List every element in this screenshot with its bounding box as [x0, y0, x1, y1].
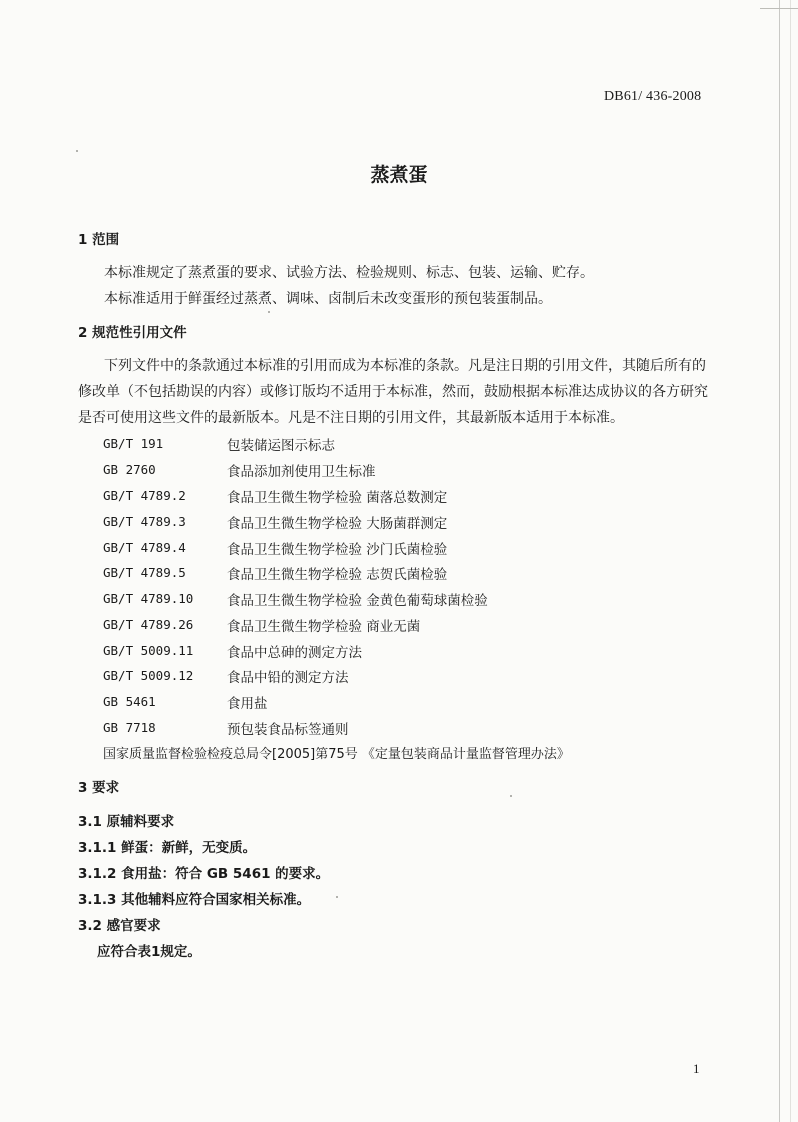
reference-code: GB/T 4789.2	[103, 488, 186, 503]
section-3-heading: 3 要求	[78, 780, 120, 796]
section-1-heading: 1 范围	[78, 232, 120, 248]
section-3-1-1: 3.1.1 鲜蛋：新鲜，无变质。	[78, 840, 257, 856]
scan-speck	[268, 311, 270, 313]
reference-title: 食品卫生微生物学检验 沙门氏菌检验	[227, 542, 448, 558]
reference-code: GB/T 5009.11	[103, 643, 194, 658]
section-3-1-3: 3.1.3 其他辅料应符合国家相关标准。	[78, 892, 311, 908]
reference-code: GB 5461	[103, 694, 156, 709]
reference-code: GB/T 191	[103, 436, 164, 451]
section-3-2-heading: 3.2 感官要求	[78, 918, 161, 934]
page-number: 1	[693, 1061, 700, 1076]
regulation-reference: 国家质量监督检验检疫总局令[2005]第75号 《定量包装商品计量监督管理办法》	[103, 747, 570, 762]
section-1-paragraph-2: 本标准适用于鲜蛋经过蒸煮、调味、卤制后未改变蛋形的预包装蛋制品。	[104, 291, 552, 307]
section-1-paragraph-1: 本标准规定了蒸煮蛋的要求、试验方法、检验规则、标志、包装、运输、贮存。	[104, 265, 594, 281]
scan-speck	[510, 795, 512, 797]
scan-speck	[76, 150, 78, 152]
section-2-intro-line-1: 下列文件中的条款通过本标准的引用而成为本标准的条款。凡是注日期的引用文件，其随后所有的	[104, 358, 706, 374]
reference-code: GB/T 4789.3	[103, 514, 186, 529]
reference-title: 预包装食品标签通则	[227, 722, 349, 738]
reference-code: GB 7718	[103, 720, 156, 735]
scan-speck	[336, 896, 338, 898]
reference-title: 食用盐	[227, 696, 268, 712]
reference-title: 食品中铅的测定方法	[227, 670, 349, 686]
reference-title: 食品卫生微生物学检验 商业无菌	[227, 619, 421, 635]
reference-title: 食品卫生微生物学检验 志贺氏菌检验	[227, 567, 448, 583]
reference-code: GB/T 5009.12	[103, 668, 194, 683]
reference-title: 食品卫生微生物学检验 金黄色葡萄球菌检验	[227, 593, 488, 609]
reference-title: 食品卫生微生物学检验 大肠菌群测定	[227, 516, 448, 532]
reference-code: GB/T 4789.26	[103, 617, 194, 632]
reference-title: 食品中总砷的测定方法	[227, 645, 362, 661]
section-3-1-2: 3.1.2 食用盐：符合 GB 5461 的要求。	[78, 866, 330, 882]
section-3-1-heading: 3.1 原辅料要求	[78, 814, 175, 830]
reference-title: 包装储运图示标志	[227, 438, 335, 454]
scan-edge-mark	[760, 8, 798, 9]
document-title: 蒸煮蛋	[370, 164, 428, 186]
document-number: DB61/ 436-2008	[604, 89, 702, 104]
reference-code: GB 2760	[103, 462, 156, 477]
reference-code: GB/T 4789.5	[103, 565, 186, 580]
section-2-heading: 2 规范性引用文件	[78, 325, 187, 341]
reference-code: GB/T 4789.10	[103, 591, 194, 606]
section-2-intro-line-2: 修改单（不包括勘误的内容）或修订版均不适用于本标准，然而，鼓励根据本标准达成协议的各方研究	[78, 384, 708, 400]
section-3-2-text: 应符合表1规定。	[97, 944, 201, 960]
section-2-intro-line-3: 是否可使用这些文件的最新版本。凡是不注日期的引用文件，其最新版本适用于本标准。	[78, 410, 624, 426]
reference-code: GB/T 4789.4	[103, 540, 186, 555]
reference-title: 食品添加剂使用卫生标准	[227, 464, 376, 480]
reference-title: 食品卫生微生物学检验 菌落总数测定	[227, 490, 448, 506]
